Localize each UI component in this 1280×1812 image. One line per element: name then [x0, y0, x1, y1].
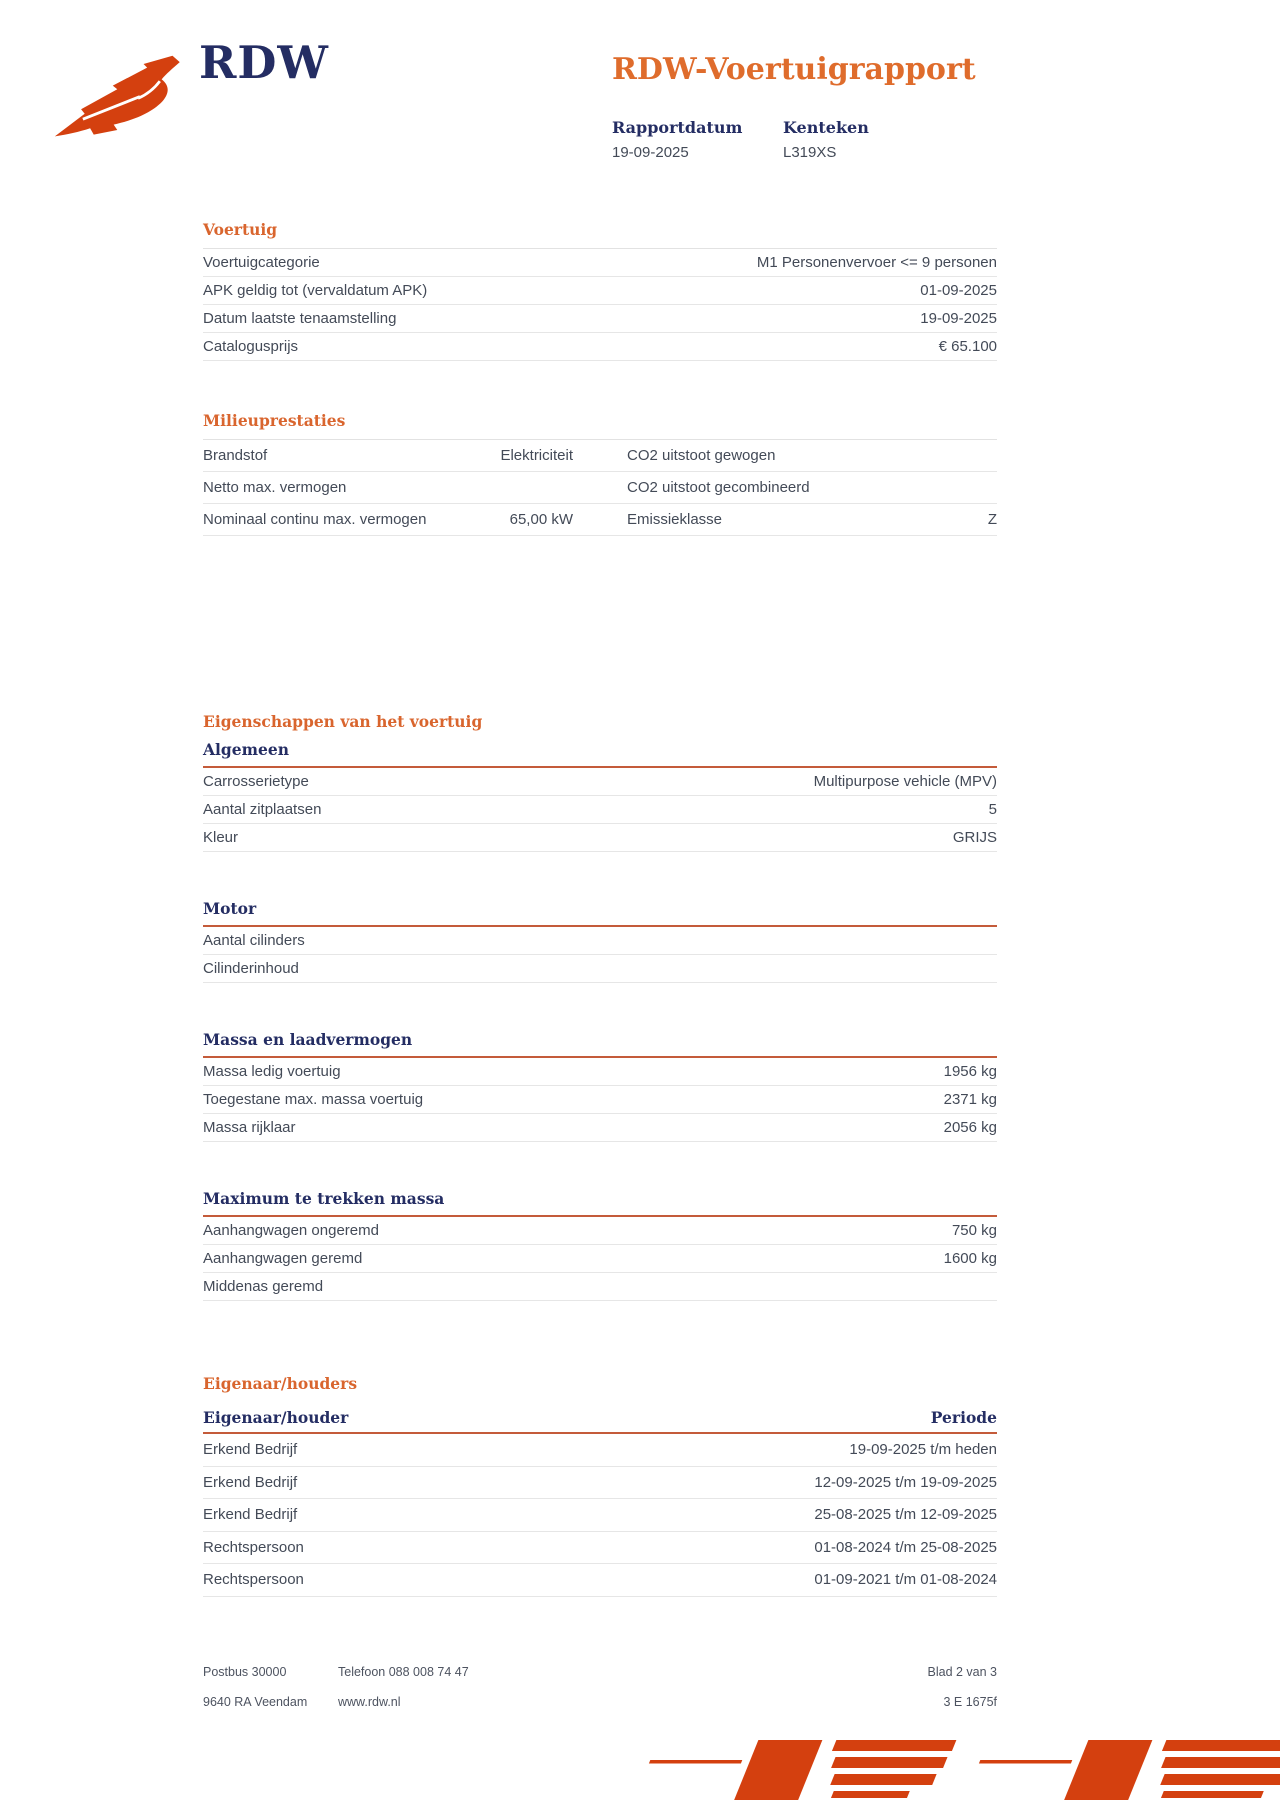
table-cell: Toegestane max. massa voertuig: [203, 1091, 424, 1108]
table-row: [203, 277, 997, 305]
table-row: [203, 249, 997, 277]
subsection-title-algemeen: Algemeen: [203, 740, 290, 759]
footer-phone: Telefoon 088 008 74 47: [338, 1665, 469, 1679]
subsection-title-motor: Motor: [203, 899, 257, 918]
table-cell: 12-09-2025 t/m 19-09-2025: [814, 1473, 997, 1491]
table-cell: Multipurpose vehicle (MPV): [813, 773, 997, 790]
subsection-massa: [203, 1030, 997, 1142]
table-cell: 01-09-2025: [920, 282, 997, 299]
table-cell: Massa ledig voertuig: [203, 1063, 341, 1080]
table-row: [203, 1273, 997, 1301]
section-title-eigenschappen: Eigenschappen van het voertuig: [203, 712, 483, 731]
table-cell: Massa rijklaar: [203, 1119, 296, 1136]
table-row: [203, 305, 997, 333]
table-cell: Nominaal continu max. vermogen: [203, 511, 427, 528]
table-row: [203, 440, 997, 472]
table-cell: 2371 kg: [943, 1091, 997, 1108]
table-cell: Voertuigcategorie: [203, 254, 320, 271]
table-cell: Middenas geremd: [203, 1278, 324, 1295]
milieuprestaties-table: [203, 439, 997, 536]
table-row: [203, 504, 997, 536]
report-content: [203, 220, 997, 1597]
table-cell: Cilinderinhoud: [203, 960, 299, 977]
section-title-voertuig: Voertuig: [203, 220, 278, 239]
table-cell: 01-09-2021 t/m 01-08-2024: [814, 1571, 997, 1589]
table-cell: CO2 uitstoot gewogen: [627, 447, 776, 464]
section-title-eigenaren: Eigenaar/houders: [203, 1374, 358, 1393]
section-title-milieuprestaties: Milieuprestaties: [203, 411, 346, 430]
table-cell: Rechtspersoon: [203, 1538, 304, 1556]
table-row: [203, 1217, 997, 1245]
footer-website-link[interactable]: www.rdw.nl: [338, 1695, 401, 1709]
table-cell: Emissieklasse: [627, 511, 723, 528]
table-cell: € 65.100: [938, 338, 997, 355]
table-row: [203, 824, 997, 852]
table-cell: GRIJS: [952, 829, 997, 846]
subsection-algemeen: [203, 740, 997, 852]
table-cell: Aanhangwagen geremd: [203, 1250, 363, 1267]
page-title: RDW-Voertuigrapport: [612, 52, 976, 87]
owners-col-period: Periode: [930, 1407, 997, 1427]
table-cell: 2056 kg: [943, 1119, 997, 1136]
section-milieuprestaties: [203, 411, 997, 536]
table-cell: Erkend Bedrijf: [203, 1506, 298, 1524]
table-cell: Netto max. vermogen: [203, 479, 347, 496]
table-cell: 750 kg: [951, 1222, 997, 1239]
table-cell: 19-09-2025: [920, 310, 997, 327]
report-date-label: Rapportdatum: [612, 118, 743, 137]
table-cell: 65,00 kW: [509, 511, 573, 528]
footer-doc-code: 3 E 1675f: [943, 1695, 997, 1709]
table-row: [203, 472, 997, 504]
table-row: [203, 1058, 997, 1086]
rdw-speedlines-graphic-icon: [630, 1736, 1280, 1812]
motor-table: [203, 925, 997, 983]
subsection-motor: [203, 899, 997, 983]
table-cell: Brandstof: [203, 447, 268, 464]
table-row: [203, 1564, 997, 1597]
report-date-block: [612, 118, 742, 161]
table-cell: M1 Personenvervoer <= 9 personen: [756, 254, 997, 271]
trekken-massa-table: [203, 1215, 997, 1301]
table-cell: Catalogusprijs: [203, 338, 299, 355]
table-cell: Kleur: [203, 829, 239, 846]
footer-address-line2: 9640 RA Veendam: [203, 1695, 308, 1709]
table-cell: Carrosserietype: [203, 773, 309, 790]
subsection-trekken-massa: [203, 1189, 997, 1301]
owners-header-row: [203, 1402, 997, 1434]
massa-table: [203, 1056, 997, 1142]
table-cell: Datum laatste tenaamstelling: [203, 310, 397, 327]
table-cell: 01-08-2024 t/m 25-08-2025: [814, 1538, 997, 1556]
table-cell: APK geldig tot (vervaldatum APK): [203, 282, 428, 299]
report-date-value: 19-09-2025: [612, 144, 689, 161]
section-eigenschappen: [203, 712, 997, 1301]
table-row: [203, 768, 997, 796]
table-row: [203, 955, 997, 983]
table-cell: Elektriciteit: [500, 447, 573, 464]
table-cell: 1600 kg: [943, 1250, 997, 1267]
table-row: [203, 1499, 997, 1532]
table-row: [203, 1532, 997, 1565]
voertuig-table: [203, 248, 997, 361]
subsection-title-massa: Massa en laadvermogen: [203, 1030, 413, 1049]
table-row: [203, 1086, 997, 1114]
kenteken-block: [783, 118, 869, 161]
rdw-logo-text: RDW: [199, 36, 329, 89]
table-row: [203, 1434, 997, 1467]
table-cell: 1956 kg: [943, 1063, 997, 1080]
owners-table: [203, 1434, 997, 1597]
table-row: [203, 1114, 997, 1142]
table-cell: Erkend Bedrijf: [203, 1473, 298, 1491]
table-cell: CO2 uitstoot gecombineerd: [627, 479, 810, 496]
kenteken-label: Kenteken: [783, 118, 869, 137]
table-cell: 5: [988, 801, 997, 818]
table-cell: 19-09-2025 t/m heden: [849, 1441, 997, 1459]
rdw-wing-logo-icon: [50, 54, 190, 140]
footer-page-number: Blad 2 van 3: [927, 1665, 997, 1679]
table-row: [203, 1467, 997, 1500]
table-cell: Rechtspersoon: [203, 1571, 304, 1589]
subsection-title-trekken-massa: Maximum te trekken massa: [203, 1189, 445, 1208]
table-row: [203, 927, 997, 955]
table-cell: Aantal zitplaatsen: [203, 801, 322, 818]
footer-address-line1: Postbus 30000: [203, 1665, 287, 1679]
table-row: [203, 796, 997, 824]
table-cell: Z: [987, 511, 997, 528]
owners-col-owner: Eigenaar/houder: [203, 1407, 349, 1427]
table-cell: Erkend Bedrijf: [203, 1441, 298, 1459]
kenteken-value: L319XS: [783, 144, 837, 161]
table-cell: Aantal cilinders: [203, 932, 305, 949]
section-eigenaren: [203, 1374, 997, 1597]
section-voertuig: [203, 220, 997, 361]
table-row: [203, 333, 997, 361]
table-row: [203, 1245, 997, 1273]
table-cell: Aanhangwagen ongeremd: [203, 1222, 379, 1239]
algemeen-table: [203, 766, 997, 852]
table-cell: 25-08-2025 t/m 12-09-2025: [814, 1506, 997, 1524]
